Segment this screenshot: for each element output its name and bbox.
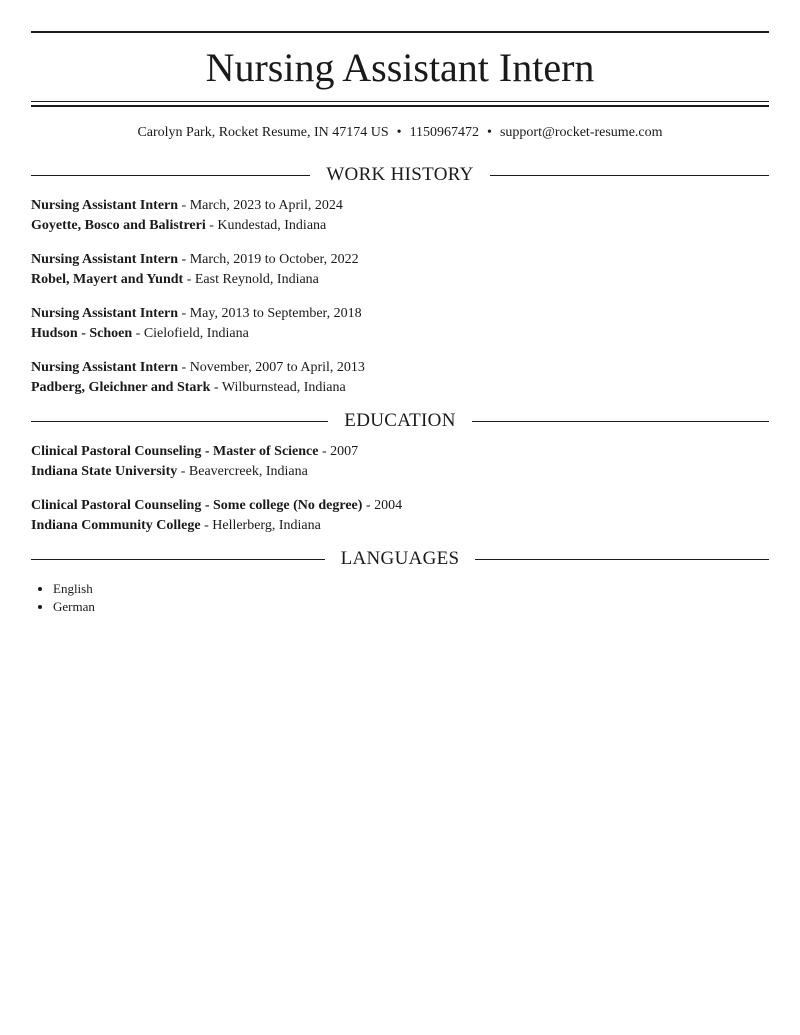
section-title: EDUCATION (344, 410, 456, 431)
contact-phone: 1150967472 (409, 125, 480, 140)
job-title: Nursing Assistant Intern (31, 360, 179, 375)
degree-year: - 2007 (318, 444, 359, 459)
employer-location: - Cielofield, Indiana (132, 326, 249, 341)
education-entry (31, 442, 769, 482)
contact-address: Carolyn Park, Rocket Resume, IN 47174 US (137, 125, 389, 140)
section-heading-education (31, 409, 769, 433)
employer-name: Hudson - Schoen (31, 326, 133, 341)
job-dates: - May, 2013 to September, 2018 (178, 306, 362, 321)
education-entry (31, 496, 769, 536)
job-dates: - March, 2023 to April, 2024 (178, 198, 343, 213)
bullet-separator: • (487, 125, 492, 140)
job-title: Nursing Assistant Intern (31, 306, 179, 321)
work-entry (31, 250, 769, 290)
title-underline-thick (31, 105, 769, 107)
employer-name: Robel, Mayert and Yundt (31, 272, 184, 287)
employer-name: Goyette, Bosco and Balistreri (31, 218, 206, 233)
heading-rule-left (31, 421, 328, 422)
contact-email: support@rocket-resume.com (499, 125, 663, 140)
job-title: Nursing Assistant Intern (31, 198, 179, 213)
top-rule (31, 31, 769, 33)
section-title: WORK HISTORY (326, 164, 474, 185)
section-heading-work-history (31, 163, 769, 187)
degree-name: Clinical Pastoral Counseling - Master of Science (31, 444, 319, 459)
heading-rule-left (31, 559, 325, 560)
job-title: Nursing Assistant Intern (31, 252, 179, 267)
school-name: Indiana State University (31, 464, 178, 479)
job-dates: - March, 2019 to October, 2022 (178, 252, 359, 267)
heading-rule-left (31, 175, 310, 176)
employer-location: - East Reynold, Indiana (183, 272, 319, 287)
heading-rule-right (475, 559, 769, 560)
degree-name: Clinical Pastoral Counseling - Some college (No degree) (31, 498, 363, 513)
heading-rule-right (472, 421, 769, 422)
contact-line (31, 124, 769, 142)
employer-location: - Kundestad, Indiana (205, 218, 327, 233)
language-item: • German (53, 598, 95, 616)
work-entry (31, 196, 769, 236)
work-entry (31, 304, 769, 344)
school-location: - Hellerberg, Indiana (200, 518, 321, 533)
bullet-separator: • (396, 125, 402, 140)
school-location: - Beavercreek, Indiana (177, 464, 308, 479)
title-underline-thin (31, 101, 769, 102)
section-title: LANGUAGES (340, 548, 460, 569)
work-entry (31, 358, 769, 398)
languages-list (31, 580, 95, 616)
employer-name: Padberg, Gleichner and Stark (31, 380, 211, 395)
employer-location: - Wilburnstead, Indiana (210, 380, 346, 395)
heading-rule-right (490, 175, 769, 176)
job-dates: - November, 2007 to April, 2013 (178, 360, 365, 375)
degree-year: - 2004 (362, 498, 403, 513)
resume-title: Nursing Assistant Intern (205, 45, 595, 90)
school-name: Indiana Community College (31, 518, 201, 533)
section-heading-languages (31, 547, 769, 571)
language-item: • English (53, 580, 95, 598)
